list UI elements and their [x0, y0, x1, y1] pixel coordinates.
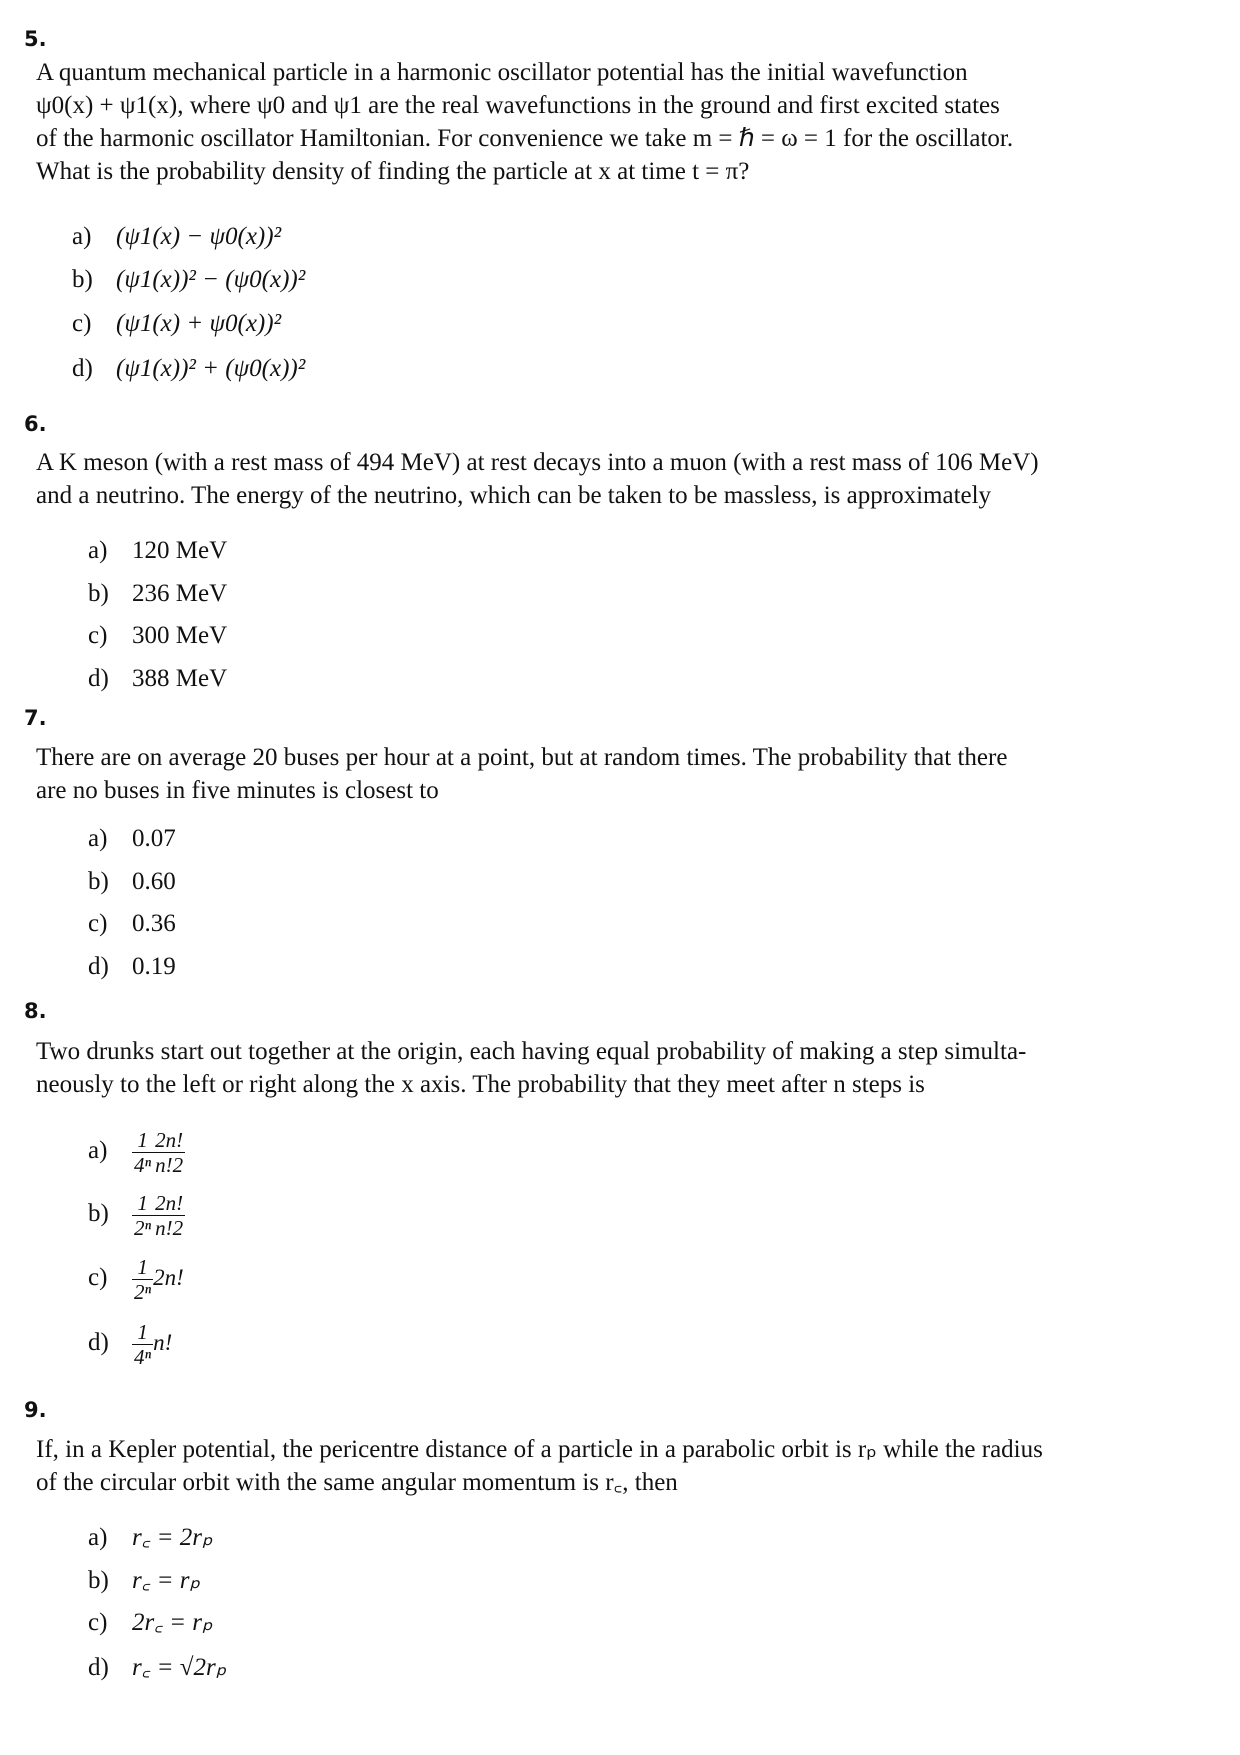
question-7-text — [36, 741, 1216, 807]
denominator: 2ⁿ — [134, 1216, 152, 1240]
option-label: a) — [88, 825, 108, 852]
fraction — [132, 1320, 153, 1369]
option-formula: r꜀ = rₚ — [132, 1567, 201, 1594]
question-9-line: of the circular orbit with the same angular momentum is r꜀, then — [36, 1469, 678, 1496]
option-label: d) — [88, 953, 109, 980]
option-c — [72, 310, 281, 338]
question-5-line: ψ0(x) + ψ1(x), where ψ0 and ψ1 are the real wavefunctions in the ground and first excited states — [36, 92, 1000, 119]
option-label: a) — [88, 1524, 108, 1551]
option-a — [88, 537, 227, 565]
question-6-number: 6. — [24, 412, 47, 436]
option-d — [88, 1649, 226, 1683]
question-8-text — [36, 1035, 1216, 1101]
option-b — [72, 266, 305, 294]
option-label: a) — [72, 223, 92, 250]
question-6-text — [36, 446, 1216, 512]
denominator: 4ⁿ — [134, 1345, 152, 1369]
question-8-number: 8. — [24, 999, 47, 1023]
option-formula: n! — [153, 1330, 173, 1356]
option-formula: (ψ1(x))² − (ψ0(x))² — [116, 266, 306, 293]
option-label: c) — [72, 310, 92, 337]
option-label: b) — [72, 266, 93, 293]
option-label: b) — [88, 1200, 109, 1228]
option-label: c) — [88, 1609, 108, 1636]
option-label: d) — [88, 1654, 109, 1681]
denominator: n!2 — [155, 1153, 184, 1177]
option-formula: r꜀ = √2rₚ — [132, 1654, 227, 1681]
denominator: 4ⁿ — [134, 1153, 152, 1177]
fraction — [153, 1128, 185, 1177]
option-formula: (ψ1(x) − ψ0(x))² — [116, 223, 282, 250]
option-value: 0.36 — [132, 910, 176, 937]
option-d — [88, 665, 227, 693]
question-7-line: are no buses in five minutes is closest to — [36, 777, 439, 804]
numerator: 1 — [132, 1320, 153, 1345]
option-a — [88, 1128, 185, 1177]
question-5-line: A quantum mechanical particle in a harmonic oscillator potential has the initial wavefunction — [36, 59, 968, 86]
option-formula: r꜀ = 2rₚ — [132, 1524, 213, 1551]
option-formula: (ψ1(x) + ψ0(x))² — [116, 310, 282, 337]
option-label: d) — [88, 665, 109, 692]
option-b — [88, 1191, 185, 1240]
option-label: b) — [88, 580, 109, 607]
question-5-line: What is the probability density of finding the particle at x at time t = π? — [36, 158, 750, 185]
numerator: 2n! — [155, 1191, 184, 1215]
numerator: 1 — [132, 1128, 153, 1153]
option-b — [88, 580, 227, 608]
option-label: c) — [88, 622, 108, 649]
question-5-text — [36, 56, 1216, 188]
option-label: b) — [88, 1567, 109, 1594]
option-b — [88, 1562, 200, 1596]
option-label: b) — [88, 868, 109, 895]
fraction — [153, 1191, 185, 1240]
option-value: 0.60 — [132, 868, 176, 895]
question-7-number: 7. — [24, 706, 47, 730]
question-5-line: of the harmonic oscillator Hamiltonian. For convenience we take m = ℏ = ω = 1 for the oscillator. — [36, 125, 1014, 152]
question-9-text — [36, 1433, 1216, 1499]
question-5-number: 5. — [24, 27, 47, 51]
question-7-line: There are on average 20 buses per hour at a point, but at random times. The probability that there — [36, 744, 1008, 771]
question-9-line: If, in a Kepler potential, the pericentre distance of a particle in a parabolic orbit is rₚ while the radius — [36, 1436, 1043, 1463]
option-label: c) — [88, 1264, 108, 1292]
option-label: a) — [88, 1137, 108, 1165]
numerator: 1 — [132, 1255, 153, 1280]
question-8-line: Two drunks start out together at the origin, each having equal probability of making a step simulta- — [36, 1038, 1027, 1065]
option-value: 0.07 — [132, 825, 176, 852]
option-c — [88, 1255, 184, 1304]
option-label: d) — [72, 355, 93, 382]
option-a — [88, 1519, 213, 1553]
option-formula: 2r꜀ = rₚ — [132, 1609, 213, 1636]
numerator: 2n! — [155, 1128, 184, 1152]
option-formula: 2n! — [153, 1265, 184, 1291]
option-formula: (ψ1(x))² + (ψ0(x))² — [116, 355, 306, 382]
option-label: d) — [88, 1329, 109, 1357]
question-6-line: A K meson (with a rest mass of 494 MeV) at rest decays into a muon (with a rest mass of 106 MeV) — [36, 449, 1039, 476]
option-d — [88, 1320, 172, 1369]
option-b — [88, 868, 176, 896]
denominator: n!2 — [155, 1216, 184, 1240]
question-6-line: and a neutrino. The energy of the neutrino, which can be taken to be massless, is approximately — [36, 482, 992, 509]
option-c — [88, 1604, 213, 1638]
fraction — [132, 1255, 153, 1304]
question-8-line: neously to the left or right along the x axis. The probability that they meet after n steps is — [36, 1071, 925, 1098]
option-label: c) — [88, 910, 108, 937]
option-value: 388 MeV — [132, 665, 228, 692]
option-value: 0.19 — [132, 953, 176, 980]
option-a — [72, 223, 281, 251]
option-value: 236 MeV — [132, 580, 228, 607]
numerator: 1 — [132, 1191, 153, 1216]
option-d — [88, 953, 176, 981]
fraction — [132, 1128, 153, 1177]
option-c — [88, 622, 227, 650]
option-label: a) — [88, 537, 108, 564]
option-d — [72, 355, 305, 383]
question-9-number: 9. — [24, 1398, 47, 1422]
denominator: 2ⁿ — [134, 1280, 152, 1304]
fraction — [132, 1191, 153, 1240]
option-a — [88, 825, 176, 853]
option-value: 300 MeV — [132, 622, 228, 649]
option-c — [88, 910, 176, 938]
option-value: 120 MeV — [132, 537, 228, 564]
